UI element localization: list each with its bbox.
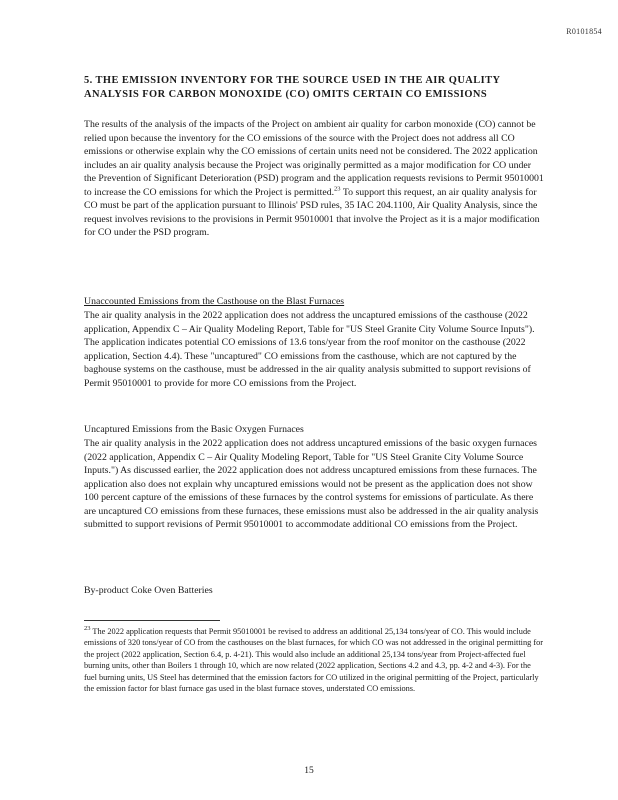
section-heading: 5. THE EMISSION INVENTORY FOR THE SOURCE USED IN THE AIR QUALITY ANALYSIS FOR CARBON MONOXIDE (CO) OMITS CERTAIN CO EMISSIONS	[84, 75, 501, 100]
subheading-coke-ovens: By-product Coke Oven Batteries	[84, 585, 213, 596]
footnote-number: 23	[84, 625, 91, 633]
intro-paragraph	[84, 118, 544, 240]
subheading-casthouse: Unaccounted Emissions from the Casthouse on the Blast Furnaces	[84, 296, 345, 307]
footnote-text: The 2022 application requests that Permit 95010001 be revised to address an additional 25,134 tons/year of CO. This would include emissions of 320 tons/year of CO from the casthouses on the blast furnaces, for which CO was not addressed in the original permitting for the project (2022 application, Section 6.4, p. 4-21). This would also include an additional 25,134 tons/year from Project-affected fuel burning units, other than Boilers 1 through 10, which are now related (2022 application, Sections 4.2 and 4.3, pp. 4-2 and 4-3). For the fuel burning units, US Steel has determined that the emission factors for CO utilized in the original permitting of the Project, particularly the emission factor for blast furnace gas used in the blast furnace stoves, understated CO emissions.	[84, 627, 543, 694]
footnote-divider	[84, 620, 220, 621]
intro-text: The results of the analysis of the impacts of the Project on ambient air quality for carbon monoxide (CO) cannot be relied upon because the inventory for the CO emissions of the source with the Project does not address all CO emissions or otherwise explain why the CO emissions of certain units need not be considered. The 2022 application includes an air quality analysis because the Project was originally permitted as a major modification for CO under the Prevention of Significant Deterioration (PSD) program and the application requests revisions to Permit 95010001 to increase the CO emissions for which the Project is permitted.	[84, 119, 544, 198]
intro-text-continued: To support this request, an air quality analysis for CO must be part of the application pursuant to Illinois' PSD rules, 35 IAC 204.1100, Air Quality Analysis, since the request involves revisions to the provisions in Permit 95010001 that involve the Project as it is a major modification for CO under the PSD program.	[84, 186, 540, 238]
page-number: 15	[304, 766, 314, 776]
footnote-ref[interactable]: 23	[334, 185, 341, 193]
page-id: R0101854	[566, 27, 602, 36]
footnote	[84, 626, 544, 694]
subheading-bof: Uncaptured Emissions from the Basic Oxygen Furnaces	[84, 424, 304, 435]
bof-paragraph: The air quality analysis in the 2022 application does not address uncaptured emissions of the basic oxygen furnaces (2022 application, Appendix C – Air Quality Modeling Report, Table for "US Steel Granite City Volume Source Inputs.") As discussed earlier, the 2022 application does not address uncaptured emissions from these furnaces. The application also does not explain why uncaptured emissions would not be present as the application does not show 100 percent capture of the emissions of these furnaces by the control systems for emissions of particulate. As there are uncaptured CO emissions from these furnaces, these emissions must also be addressed in the air quality analysis submitted to support revisions of Permit 95010001 to accommodate additional CO emissions from the Project.	[84, 438, 539, 530]
casthouse-paragraph: The air quality analysis in the 2022 application does not address the uncaptured emissions of the casthouse (2022 application, Appendix C – Air Quality Modeling Report, Table for "US Steel Granite City Volume Source Inputs"). The application indicates potential CO emissions of 13.6 tons/year from the roof monitor on the casthouse (2022 application, Section 4.4). These "uncaptured" CO emissions from the casthouse, which are not captured by the baghouse systems on the casthouse, must be addressed in the air quality analysis submitted to support revisions of Permit 95010001 to provide for more CO emissions from the Project.	[84, 310, 535, 389]
